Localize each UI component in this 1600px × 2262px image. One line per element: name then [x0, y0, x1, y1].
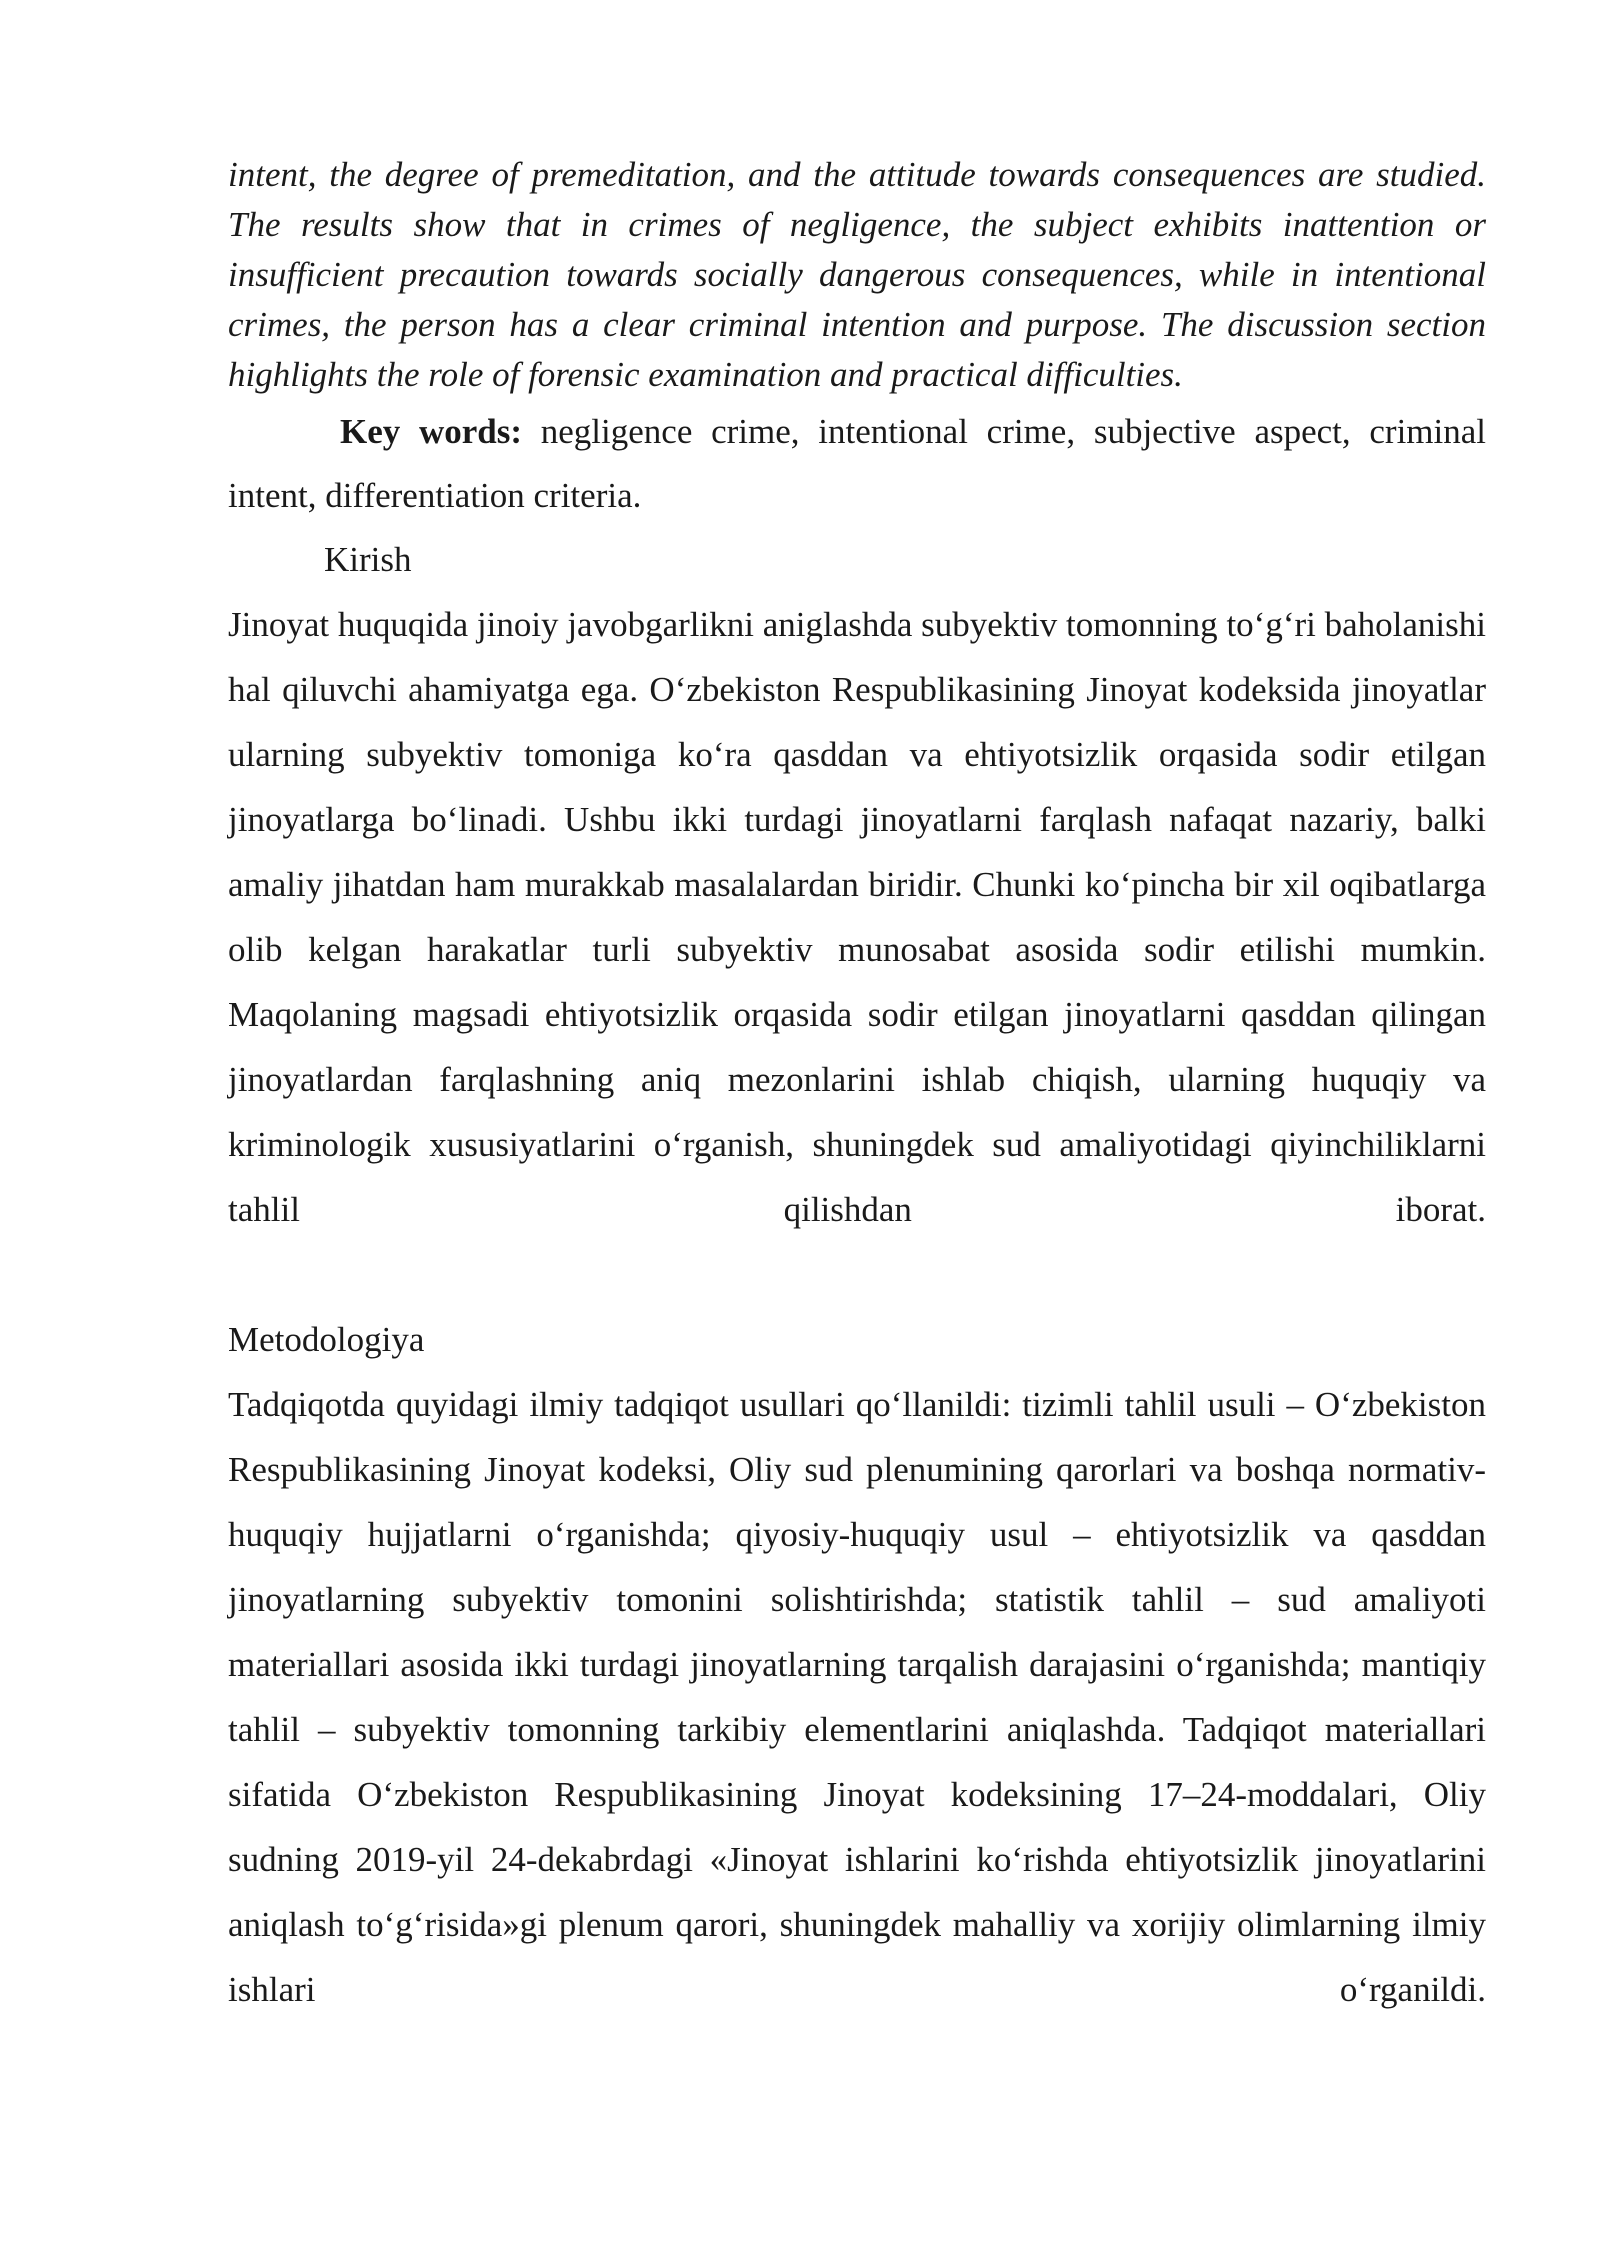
section-spacer [228, 1242, 1486, 1308]
document-page [228, 150, 1486, 2022]
intro-heading: Kirish [324, 540, 412, 579]
abstract-paragraph: intent, the degree of premeditation, and the attitude towards consequences are studied. The results show that in crimes of negligence, the subject exhibits inattention or insufficient precaution towards socially dangerous consequences, while in intentional crimes, the person has a clear criminal intention and purpose. The discussion section highlights the role of forensic examination and practical difficulties. [228, 155, 1486, 394]
methodology-paragraph: Tadqiqotda quyidagi ilmiy tadqiqot usullari qo‘llanildi: tizimli tahlil usuli – O‘zbekiston Respublikasining Jinoyat kodeksi, Oliy sud plenumining qarorlari va boshqa normativ-huquqiy hujjatlarni o‘rganishda; qiyosiy-huquqiy usul – ehtiyotsizlik va qasddan jinoyatlarning subyektiv tomonini solishtirishda; statistik tahlil – sud amaliyoti materiallari asosida ikki turdagi jinoyatlarning tarqalish darajasini o‘rganishda; mantiqiy tahlil – subyektiv tomonning tarkibiy elementlarini aniqlashda. Tadqiqot materiallari sifatida O‘zbekiston Respublikasining Jinoyat kodeksining 17–24-moddalari, Oliy sudning 2019-yil 24-dekabrdagi «Jinoyat ishlarini ko‘rishda ehtiyotsizlik jinoyatlarini aniqlash to‘g‘risida»gi plenum qarori, shuningdek mahalliy va xorijiy olimlarning ilmiy ishlari o‘rganildi. [228, 1385, 1486, 2009]
keywords-label: Key words: [340, 412, 523, 451]
keywords-paragraph [228, 400, 1486, 528]
intro-paragraph: Jinoyat huquqida jinoiy javobgarlikni aniglashda subyektiv tomonning to‘g‘ri baholanishi hal qiluvchi ahamiyatga ega. O‘zbekiston Respublikasining Jinoyat kodeksida jinoyatlar ularning subyektiv tomoniga ko‘ra qasddan va ehtiyotsizlik orqasida sodir etilgan jinoyatlarga bo‘linadi. Ushbu ikki turdagi jinoyatlarni farqlash nafaqat nazariy, balki amaliy jihatdan ham murakkab masalalardan biridir. Chunki ko‘pincha bir xil oqibatlarga olib kelgan harakatlar turli subyektiv munosabat asosida sodir etilishi mumkin. Maqolaning magsadi ehtiyotsizlik orqasida sodir etilgan jinoyatlarni qasddan qilingan jinoyatlardan farqlashning aniq mezonlarini ishlab chiqish, ularning huquqiy va kriminologik xususiyatlarini o‘rganish, shuningdek sud amaliyotidagi qiyinchiliklarni tahlil qilishdan iborat. [228, 605, 1486, 1229]
keywords-text: negligence crime, intentional crime, subjective aspect, criminal intent, differentiation criteria. [228, 412, 1486, 515]
methodology-heading: Metodologiya [228, 1320, 425, 1359]
